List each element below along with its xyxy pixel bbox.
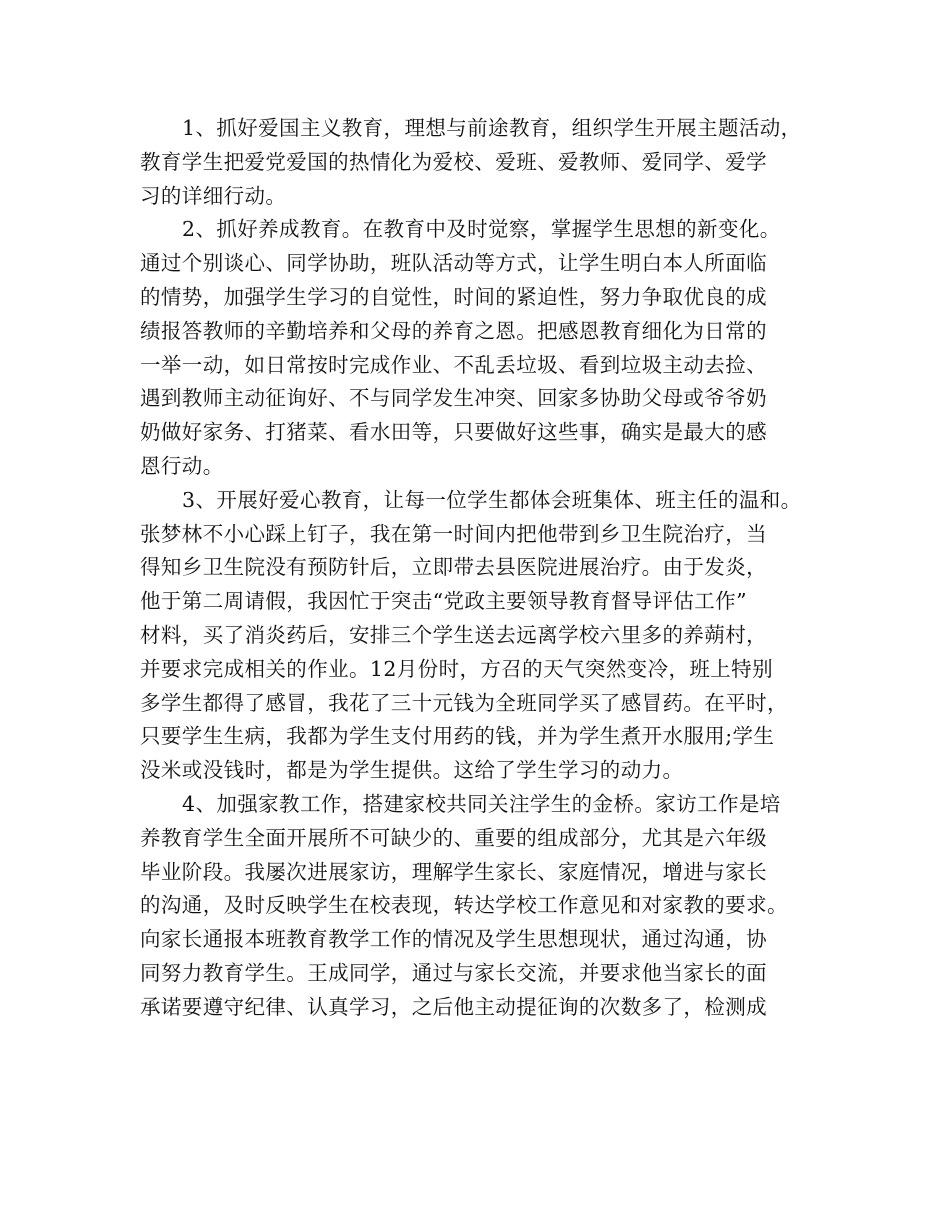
paragraph-1-line-1: 1、抓好爱国主义教育，理想与前途教育，组织学生开展主题活动， — [182, 116, 802, 140]
document-body — [140, 112, 830, 1025]
paragraph-3-line-5: 材料，买了消炎药后，安排三个学生送去远离学校六里多的养蒴村， — [140, 622, 767, 647]
paragraph-3-line-6: 并要求完成相关的作业。12月份时，方召的天气突然变冷，班上特别 — [140, 656, 773, 681]
paragraph-1-line-3: 习的详细行动。 — [140, 183, 287, 208]
paragraph-3-line-9: 没米或没钱时，都是为学生提供。这给了学生学习的动力。 — [140, 758, 684, 783]
paragraph-4-line-1: 4、加强家教工作，搭建家校共同关注学生的金桥。家访工作是培 — [182, 791, 781, 816]
paragraph-2-line-3: 的情势，加强学生学习的自觉性，时间的紧迫性，努力争取优良的成 — [140, 284, 767, 309]
paragraph-2-line-5: 一举一动，如日常按时完成作业、不乱丢垃圾、看到垃圾主动去捡、 — [140, 352, 767, 377]
paragraph-3-line-7: 多学生都得了感冒，我花了三十元钱为全班同学买了感冒药。在平时， — [140, 690, 788, 715]
paragraph-3-line-3: 得知乡卫生院没有预防针后，立即带去县医院进展治疗。由于发炎， — [140, 555, 767, 580]
paragraph-4-line-7: 承诺要遵守纪律、认真学习，之后他主动提征询的次数多了，检测成 — [140, 994, 767, 1019]
paragraph-4-line-6: 同努力教育学生。王成同学，通过与家长交流，并要求他当家长的面 — [140, 960, 767, 985]
paragraph-2-line-7: 奶做好家务、打猪菜、看水田等，只要做好这些事，确实是最大的感 — [140, 420, 767, 445]
paragraph-2-line-2: 通过个别谈心、同学协助，班队活动等方式，让学生明白本人所面临 — [140, 251, 767, 276]
paragraph-2-line-6: 遇到教师主动征询好、不与同学发生冲突、回家多协助父母或爷爷奶 — [140, 386, 767, 411]
paragraph-3-line-8: 只要学生生病，我都为学生支付用药的钱，并为学生煮开水服用;学生 — [140, 724, 775, 749]
paragraph-4-line-5: 向家长通报本班教育教学工作的情况及学生思想现状，通过沟通，协 — [140, 927, 767, 952]
paragraph-3-line-4: 他于第二周请假，我因忙于突击“党政主要领导教育督导评估工作” — [140, 589, 747, 614]
paragraph-4-line-3: 毕业阶段。我屡次进展家访，理解学生家长、家庭情况，增进与家长 — [140, 859, 767, 884]
paragraph-1-line-2: 教育学生把爱党爱国的热情化为爱校、爱班、爱教师、爱同学、爱学 — [140, 149, 767, 174]
paragraph-3-line-1: 3、开展好爱心教育，让每一位学生都体会班集体、班主任的温和。 — [182, 487, 802, 512]
paragraph-2-line-1: 2、抓好养成教育。在教育中及时觉察，掌握学生思想的新变化。 — [182, 217, 781, 242]
paragraph-4-line-4: 的沟通，及时反映学生在校表现，转达学校工作意见和对家教的要求。 — [140, 893, 788, 918]
paragraph-2-line-4: 绩报答教师的辛勤培养和父母的养育之恩。把感恩教育细化为日常的 — [140, 318, 767, 343]
paragraph-3-line-2: 张梦林不小心踩上钉子，我在第一时间内把他带到乡卫生院治疗，当 — [140, 521, 767, 546]
paragraph-4-line-2: 养教育学生全面开展所不可缺少的、重要的组成部分，尤其是六年级 — [140, 825, 767, 850]
paragraph-2-line-8: 恩行动。 — [140, 453, 224, 478]
